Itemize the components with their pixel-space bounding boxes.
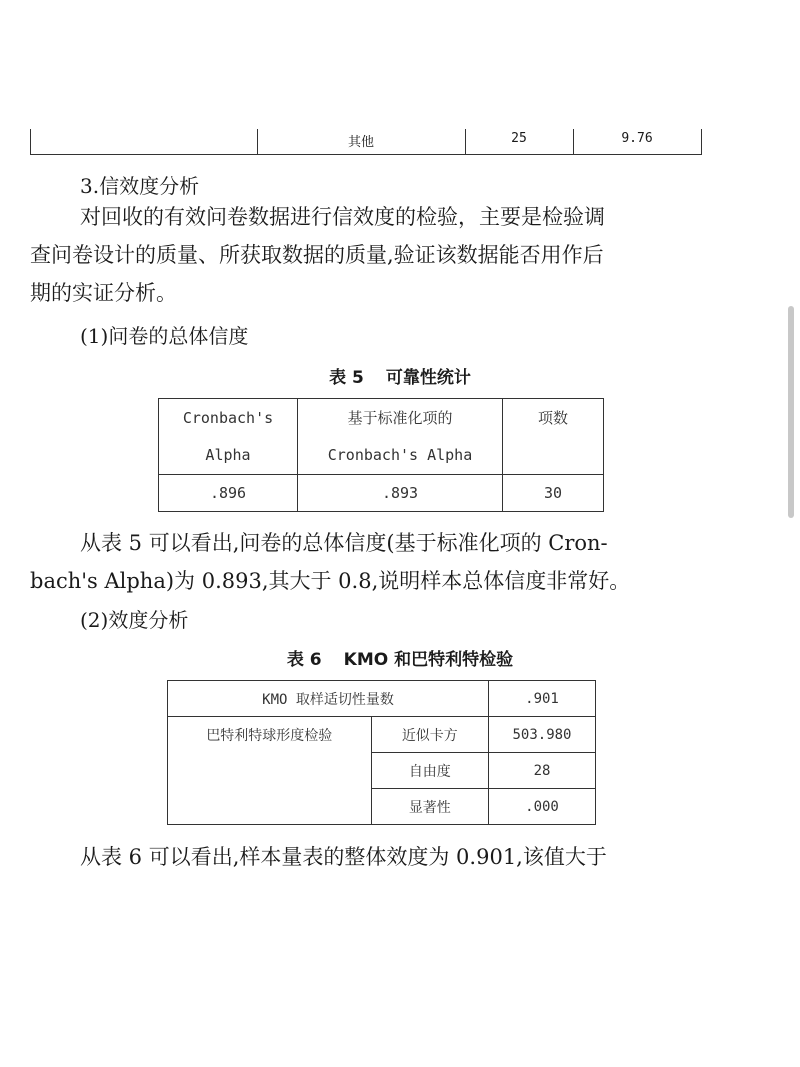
table5-para-line-2: bach's Alpha)为 0.893,其大于 0.8,说明样本总体信度非常好。 xyxy=(30,569,631,593)
intro-line-1: 对回收的有效问卷数据进行信效度的检验，主要是检验调 xyxy=(80,205,605,229)
section-heading: 3.信效度分析 xyxy=(80,174,200,198)
value-cronbach-alpha: .896 xyxy=(159,475,298,512)
table5-caption-num: 表 5 xyxy=(329,368,364,388)
table5-caption-title: 可靠性统计 xyxy=(385,368,471,388)
subsection-validity: (2)效度分析 xyxy=(80,608,189,632)
kmo-table xyxy=(167,680,596,825)
table5-caption xyxy=(0,363,800,388)
bartlett-row-value: .000 xyxy=(489,789,596,825)
header-line: Cronbach's Alpha xyxy=(327,445,473,464)
intro-paragraph xyxy=(30,198,730,312)
table5-para-line-1: 从表 5 可以看出,问卷的总体信度(基于标准化项的 Cron- xyxy=(80,531,608,555)
table6-caption-num: 表 6 xyxy=(286,650,322,670)
scrollbar[interactable] xyxy=(788,306,794,518)
value-standardized-alpha: .893 xyxy=(298,475,503,512)
kmo-value: .901 xyxy=(489,681,596,717)
top-table-fragment xyxy=(30,129,702,155)
header-item-count: 项数 xyxy=(503,399,604,475)
bartlett-row-value: 503.980 xyxy=(489,717,596,753)
count-cell: 25 xyxy=(511,131,527,146)
header-line: Cronbach's xyxy=(182,408,274,427)
header-standardized-alpha xyxy=(298,399,503,475)
intro-line-3: 期的实证分析。 xyxy=(30,281,177,305)
bartlett-row-label: 显著性 xyxy=(371,789,488,825)
reliability-table xyxy=(158,398,604,512)
bartlett-row-value: 28 xyxy=(489,753,596,789)
table6-caption-title: KMO 和巴特利特检验 xyxy=(343,650,514,670)
table5-paragraph xyxy=(30,524,730,600)
intro-line-2: 查问卷设计的质量、所获取数据的质量,验证该数据能否用作后 xyxy=(30,243,604,267)
table6-paragraph xyxy=(30,838,730,876)
bartlett-label: 巴特利特球形度检验 xyxy=(168,717,372,825)
header-line: 基于标准化项的 xyxy=(347,408,453,427)
header-line: Alpha xyxy=(205,445,251,464)
subsection-reliability: (1)问卷的总体信度 xyxy=(80,324,249,348)
table6-para-line-1: 从表 6 可以看出,样本量表的整体效度为 0.901,该值大于 xyxy=(80,845,607,869)
table6-caption xyxy=(0,645,800,670)
kmo-label: KMO 取样适切性量数 xyxy=(168,681,489,717)
category-cell: 其他 xyxy=(347,135,374,150)
bartlett-row-label: 自由度 xyxy=(371,753,488,789)
header-cronbach-alpha xyxy=(159,399,298,475)
percent-cell: 9.76 xyxy=(621,131,653,146)
bartlett-row-label: 近似卡方 xyxy=(371,717,488,753)
value-item-count: 30 xyxy=(503,475,604,512)
